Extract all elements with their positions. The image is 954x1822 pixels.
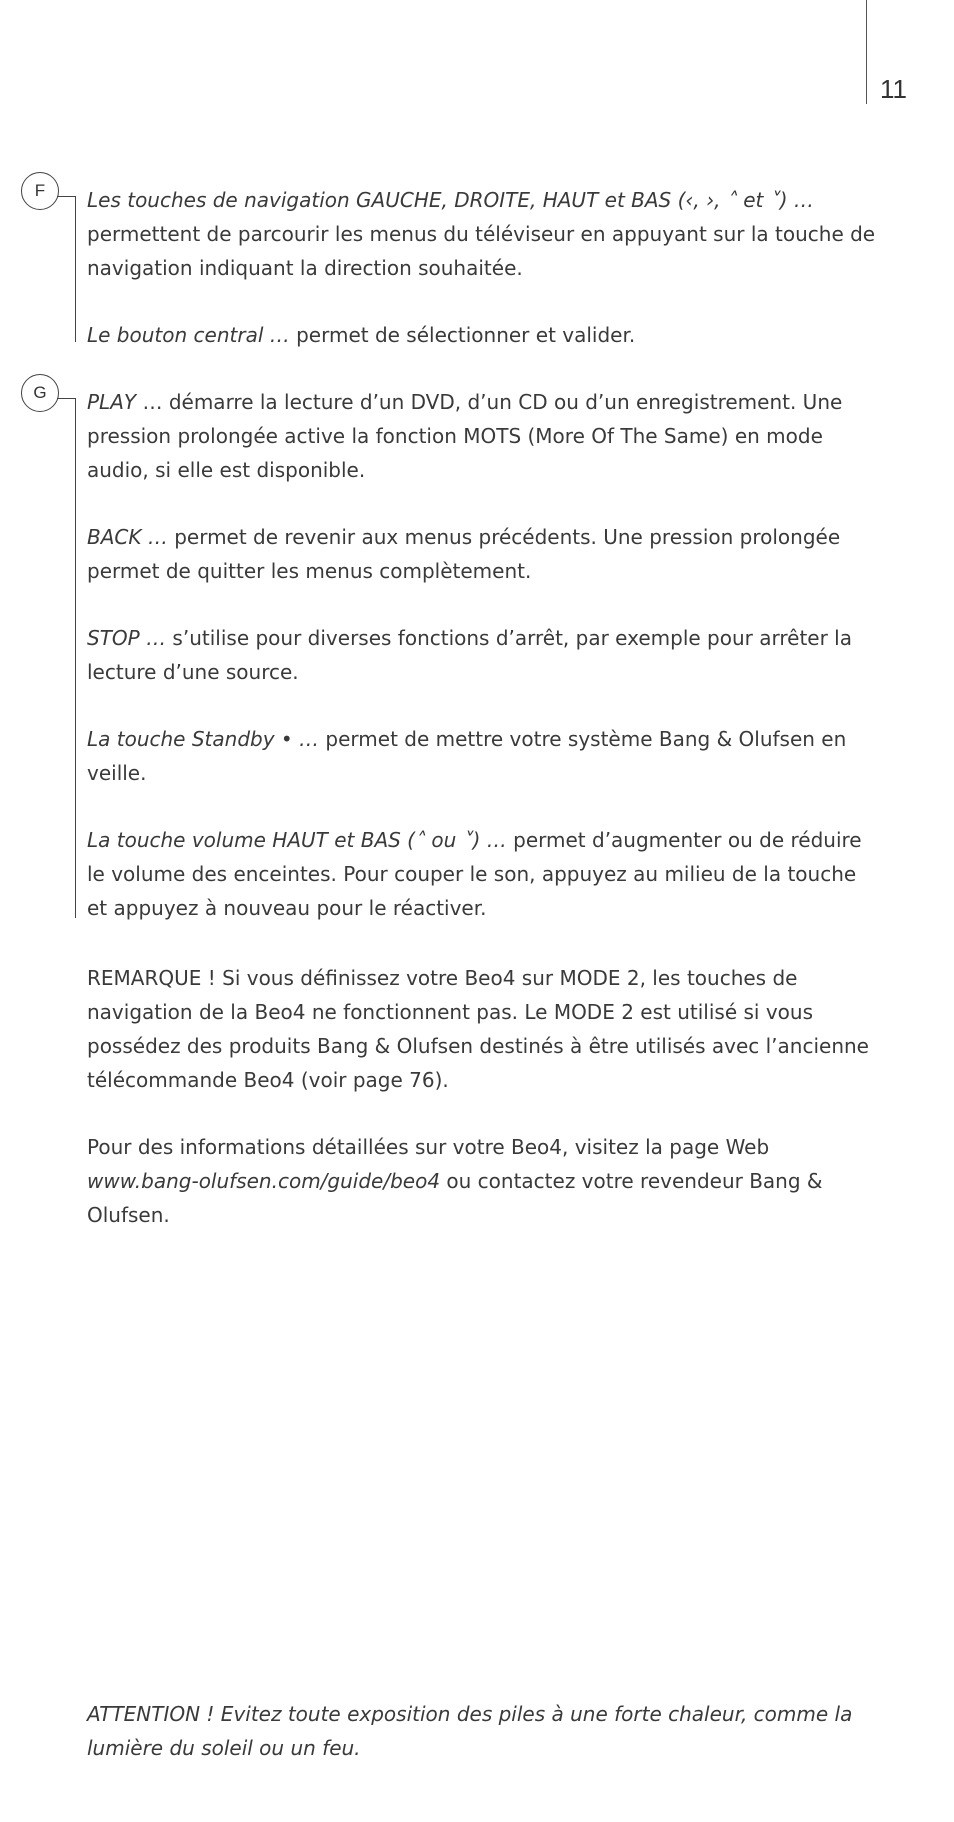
section-f [87, 183, 877, 352]
volume-paragraph [87, 823, 877, 925]
attention-text: ATTENTION ! Evitez toute exposition des piles à une forte chaleur, comme la lumière du soleil ou un feu. [87, 1702, 853, 1760]
notes [87, 961, 877, 1232]
remark-paragraph [87, 961, 877, 1097]
back-lead: BACK … [87, 525, 168, 549]
stop-body: s’utilise pour diverses fonctions d’arrêt, par exemple pour arrêter la lecture d’une source. [87, 626, 852, 684]
standby-body: permet de mettre votre système Bang & Olufsen en veille. [87, 727, 847, 785]
center-button-lead: Le bouton central … [87, 323, 290, 347]
nav-keys-body: permettent de parcourir les menus du téléviseur en appuyant sur la touche de navigation indiquant la direction souhaitée. [87, 222, 876, 280]
play-body: … démarre la lecture d’un DVD, d’un CD ou d’un enregistrement. Une pression prolongée active la fonction MOTS (More Of The Same) en mode audio, si elle est disponible. [87, 390, 843, 482]
section-g-bracket [75, 398, 76, 918]
section-g [87, 385, 877, 925]
section-marker-g: G [21, 374, 59, 412]
remark-part2: , les touches de navigation de la Beo4 ne fonctionnent pas. Le [87, 966, 798, 1024]
nav-keys-paragraph [87, 183, 877, 285]
remark-mode-2: MODE 2 [553, 1000, 634, 1024]
back-body: permet de revenir aux menus précédents. Une pression prolongée permet de quitter les menus complètement. [87, 525, 841, 583]
remark-part1: REMARQUE ! Si vous définissez votre Beo4 sur [87, 966, 560, 990]
stop-paragraph [87, 621, 877, 689]
play-lead: PLAY [87, 390, 137, 414]
info-url: www.bang-olufsen.com/guide/beo4 [87, 1169, 441, 1193]
info-part1: Pour des informations détaillées sur votre Beo4, visitez la page Web [87, 1135, 770, 1159]
standby-paragraph [87, 722, 877, 790]
volume-lead: La touche volume HAUT et BAS (˄ ou ˅) … [87, 828, 507, 852]
attention-note [87, 1697, 877, 1765]
stop-lead: STOP … [87, 626, 167, 650]
info-paragraph [87, 1130, 877, 1232]
section-marker-f: F [21, 172, 59, 210]
standby-lead: La touche Standby • … [87, 727, 320, 751]
page-number: 11 [880, 74, 907, 104]
volume-body: permet d’augmenter ou de réduire le volume des enceintes. Pour couper le son, appuyez au milieu de la touche et appuyez à nouveau pour le réactiver. [87, 828, 862, 920]
info-part2: ou contactez votre revendeur Bang & Olufsen. [87, 1169, 823, 1227]
center-button-paragraph [87, 318, 877, 352]
center-button-body: permet de sélectionner et valider. [289, 323, 636, 347]
back-paragraph [87, 520, 877, 588]
remark-part3: est utilisé si vous possédez des produits Bang & Olufsen destinés à être utilisés avec l’ancienne télécommande Beo4 (voir page 76). [87, 1000, 869, 1092]
section-g-hook [57, 398, 75, 399]
section-f-bracket [75, 196, 76, 342]
nav-keys-lead: Les touches de navigation GAUCHE, DROITE, HAUT et BAS (‹, ›, ˄ et ˅) … [87, 188, 814, 212]
remark-mode-1: MODE 2 [559, 966, 640, 990]
page-number-rule [866, 0, 867, 104]
section-f-hook [57, 196, 75, 197]
play-paragraph [87, 385, 877, 487]
